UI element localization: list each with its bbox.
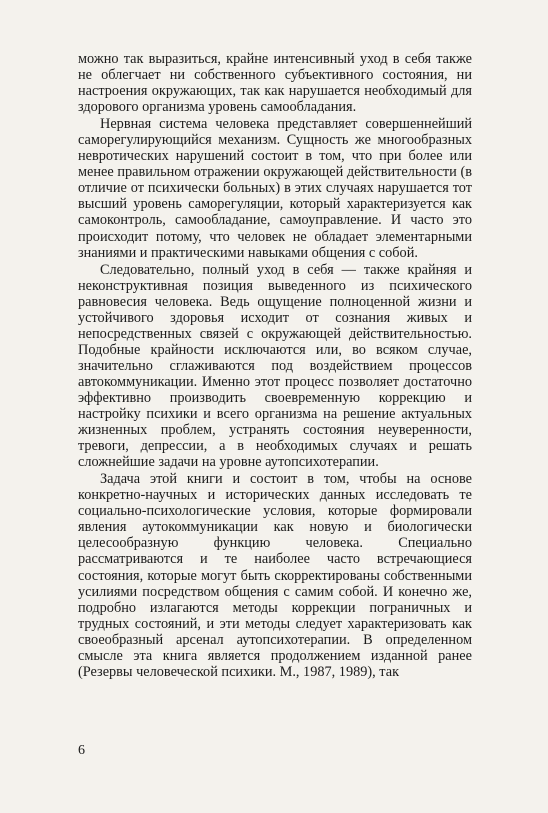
body-text [78,51,472,680]
paragraph-continuation: можно так выразиться, крайне интенсивный уход в себя также не облегчает ни собственного субъективного состояния, ни настроения окружающих, так как нарушается необходимый для здорового организма уровень самообладания. [78,51,472,116]
paragraph-book-task: Задача этой книги и состоит в том, чтобы на основе конкретно-научных и исторических данных исследовать те социально-психологические условия, которые формировали явления аутокоммуникации как новую и биологически целесообразную функцию человека. Специально рассматриваются и те наиболее часто встречающиеся состояния, которые могут быть скорректированы собственными усилиями посредством общения с самим собой. И конечно же, подробно излагаются методы коррекции пограничных и трудных состояний, и эти методы следует характеризовать как своеобразный арсенал аутопсихотерапии. В определенном смысле эта книга является продолжением изданной ранее (Резервы человеческой психики. М., 1987, 1989), так [78,471,472,680]
page-number: 6 [78,743,85,758]
paragraph-consequently: Следовательно, полный уход в себя — также крайняя и неконструктивная позиция выведенного из психического равновесия человека. Ведь ощущение полноценной жизни и устойчивого здоровья исходит от сознания живых и непосредственных связей с окружающей действительностью. Подобные крайности исключаются или, во всяком случае, значительно сглаживаются под воздействием процессов автокоммуникации. Именно этот процесс позволяет достаточно эффективно производить своевременную коррекцию и настройку психики и всего организма на решение актуальных жизненных проблем, устранять состояния неуверенности, тревоги, депрессии, а в необходимых случаях и решать сложнейшие задачи на уровне аутопсихотерапии. [78,261,472,471]
paragraph-nervous-system: Нервная система человека представляет совершеннейший саморегулирующийся механизм. Сущность же многообразных невротических нарушений состоит в том, что при более или менее правильном отражении окружающей действительности (в отличие от психически больных) в этих случаях нарушается тот высший уровень саморегуляции, который характеризуется как самоконтроль, самообладание, самоуправление. И часто это происходит потому, что человек не обладает элементарными знаниями и практическими навыками общения с собой. [78,116,472,261]
